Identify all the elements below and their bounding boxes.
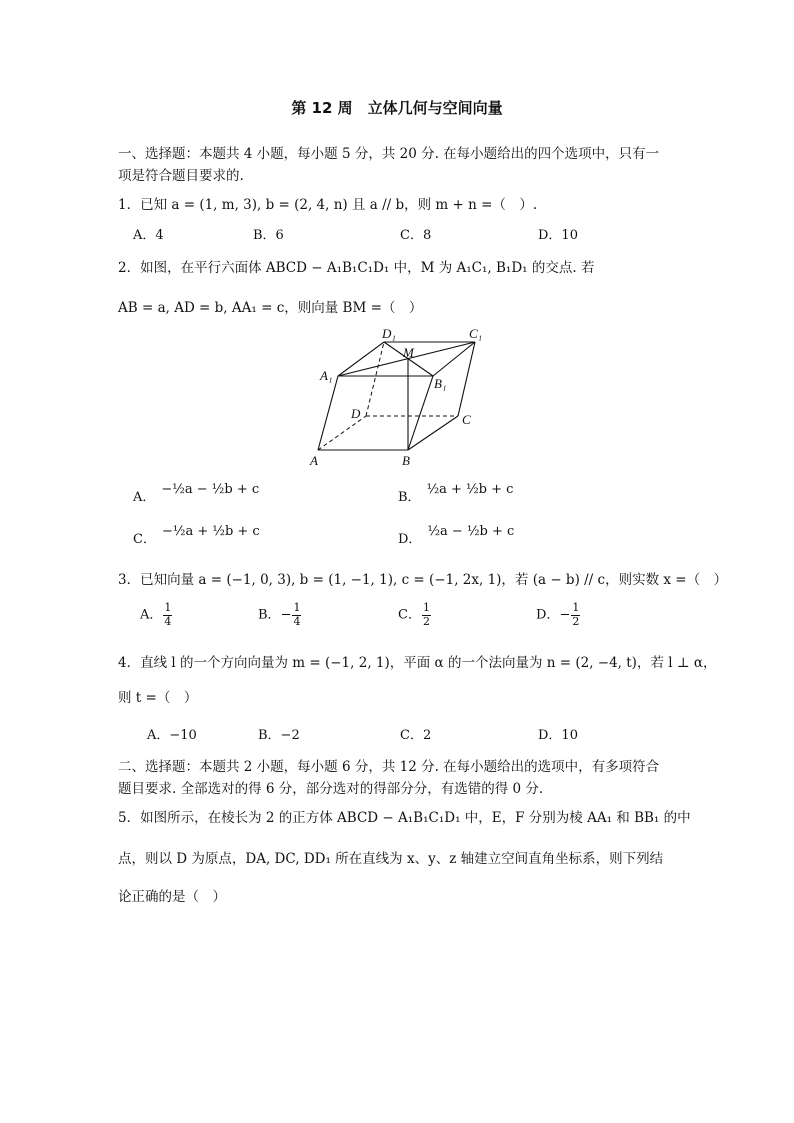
- question-2-line2: AB = a, AD = b, AA₁ = c，则向量 BM =（ ）: [118, 300, 423, 316]
- section1-heading-line1: 一、选择题：本题共 4 小题，每小题 5 分，共 20 分. 在每小题给出的四个选项中，只有一: [118, 146, 660, 162]
- q2-option-a-label: A．: [133, 490, 156, 505]
- section1-heading-line2: 项是符合题目要求的.: [118, 168, 244, 184]
- q2-option-d[interactable]: [398, 524, 515, 547]
- q3-option-c-den: 2: [422, 614, 430, 628]
- edge-b-c: [408, 416, 458, 450]
- q2-option-b[interactable]: [398, 482, 514, 505]
- hidden-edge-a-d: [318, 416, 366, 450]
- q3-option-d[interactable]: [536, 602, 581, 628]
- label-c1: C₁: [469, 326, 483, 341]
- q4-option-a[interactable]: A．−10: [147, 728, 197, 743]
- label-m: M: [403, 345, 414, 360]
- section2-heading-line2: 题目要求. 全部选对的得 6 分，部分选对的得部分分，有选错的得 0 分.: [118, 781, 544, 797]
- question-5-line3: 论正确的是（ ）: [118, 889, 226, 905]
- edge-b1-b: [408, 376, 433, 450]
- q3-option-b-sign: −: [280, 607, 292, 623]
- q3-option-a-fraction: [163, 602, 172, 628]
- q3-option-b-fraction: [292, 602, 301, 628]
- q2-option-c-label: C．: [133, 532, 156, 547]
- q2-option-c[interactable]: [133, 524, 260, 547]
- edge-a1-d1: [338, 342, 384, 376]
- q3-option-d-fraction: [571, 602, 580, 628]
- label-c: C: [462, 412, 471, 427]
- question-4-line2: 则 t =（ ）: [118, 690, 198, 706]
- question-2-line1: 2．如图，在平行六面体 ABCD − A₁B₁C₁D₁ 中，M 为 A₁C₁, B₁D₁ 的交点. 若: [118, 260, 595, 276]
- label-d1: D₁: [382, 326, 396, 341]
- label-b: B: [402, 453, 410, 468]
- q3-option-a-den: 4: [164, 614, 172, 628]
- q3-option-a[interactable]: [140, 602, 173, 628]
- question-5-line1: 5．如图所示，在棱长为 2 的正方体 ABCD − A₁B₁C₁D₁ 中，E，F 分别为棱 AA₁ 和 BB₁ 的中: [118, 810, 691, 826]
- q1-option-b[interactable]: B．6: [253, 228, 284, 243]
- question-1-text: 1．已知 a = (1, m, 3), b = (2, 4, n) 且 a // b，则 m + n =（ ）.: [118, 197, 538, 213]
- q2-option-c-expr: −½a + ½b + c: [161, 524, 260, 539]
- q4-option-c[interactable]: C．2: [400, 728, 432, 743]
- section2-heading-line1: 二、选择题：本题共 2 小题，每小题 6 分，共 12 分. 在每小题给出的选项中，有多项符合: [118, 759, 660, 775]
- question-4-line1: 4．直线 l 的一个方向向量为 m = (−1, 2, 1)，平面 α 的一个法向量为 n = (2, −4, t)，若 l ⊥ α，: [118, 655, 717, 671]
- q4-option-b[interactable]: B．−2: [258, 728, 300, 743]
- q3-option-b-label: B．: [258, 607, 281, 623]
- q3-option-d-num: 1: [572, 601, 580, 614]
- q3-option-a-label: A．: [140, 607, 163, 623]
- q3-option-b-den: 4: [293, 614, 301, 628]
- q1-option-d[interactable]: D．10: [538, 228, 578, 243]
- q3-option-c-fraction: [422, 602, 431, 628]
- q3-option-c[interactable]: [398, 602, 432, 628]
- label-a: A: [310, 453, 318, 468]
- question-5-line2: 点，则以 D 为原点，DA, DC, DD₁ 所在直线为 x、y、z 轴建立空间直角坐标系，则下列结: [118, 851, 664, 867]
- label-d: D: [351, 406, 361, 421]
- label-b1: B₁: [434, 376, 447, 391]
- q3-option-a-num: 1: [164, 601, 172, 614]
- q2-option-d-label: D．: [398, 532, 422, 547]
- q1-option-a[interactable]: A．4: [133, 228, 164, 243]
- q3-option-b-num: 1: [293, 601, 301, 614]
- question-3-text: 3．已知向量 a = (−1, 0, 3), b = (1, −1, 1), c = (−1, 2x, 1)，若 (a − b) // c，则实数 x =（ ）: [118, 572, 728, 588]
- q3-option-c-label: C．: [398, 607, 421, 623]
- q2-option-a[interactable]: [133, 482, 260, 505]
- q3-option-c-num: 1: [422, 601, 430, 614]
- q3-option-b[interactable]: [258, 602, 302, 628]
- label-a1: A₁: [320, 368, 333, 383]
- edge-a1-a: [318, 376, 338, 450]
- q2-option-b-expr: ½a + ½b + c: [426, 482, 514, 497]
- q2-option-a-expr: −½a − ½b + c: [161, 482, 260, 497]
- q3-option-d-sign: −: [559, 607, 571, 623]
- q2-option-d-expr: ½a − ½b + c: [427, 524, 515, 539]
- q3-option-d-label: D．: [536, 607, 560, 623]
- parallelepiped-figure: [300, 320, 500, 470]
- q2-option-b-label: B．: [398, 490, 421, 505]
- q4-option-d[interactable]: D．10: [538, 728, 578, 743]
- page-title: 第 12 周 立体几何与空间向量: [291, 99, 503, 117]
- q1-option-c[interactable]: C．8: [400, 228, 432, 243]
- q3-option-d-den: 2: [572, 614, 580, 628]
